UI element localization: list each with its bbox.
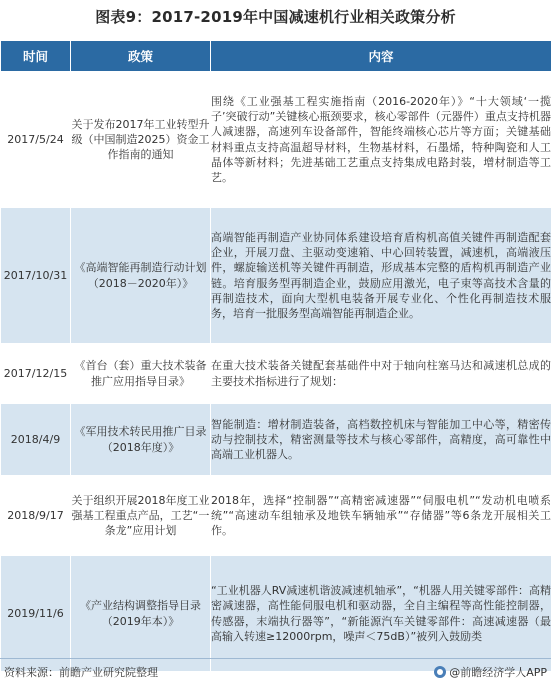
header-policy: 政策	[71, 41, 211, 72]
cell-content-text: 高端智能再制造产业协同体系建设培育盾构机高值关键件再制造配套企业，开展刀盘、主驱动变速箱、中心回转装置，减速机，高端液压件，螺旋输送机等关键件再制造，形成基本完整的盾构机再制造产业链。培育服务型再制造企业，鼓励应用激光，电子束等高技术含量的再制造技术，面向大型机电装备开展专业化、个性化再制造技术服务，培育一批服务型高端智能再制造企业。	[211, 230, 551, 321]
brand-logo-icon	[434, 666, 446, 678]
table-row	[1, 404, 551, 476]
brand-mark	[434, 664, 547, 680]
footer-divider	[0, 658, 551, 659]
cell-content-text: 2018年，选择“控制器”“高精密减速器”“伺服电机”“发动机电喷系统”“高速动车组轴承及地铁车辆轴承”“存储器”等6条龙开展相关工作。	[211, 493, 551, 538]
cell-content	[211, 72, 551, 208]
table-row	[1, 556, 551, 672]
cell-policy: 《产业结构调整指导目录（2019年本）》	[71, 556, 211, 672]
header-time: 时间	[1, 41, 71, 72]
cell-time: 2019/11/6	[1, 556, 71, 672]
cell-content	[211, 476, 551, 556]
cell-content	[211, 556, 551, 672]
table-header-row	[1, 41, 551, 72]
brand-text: @前瞻经济学人APP	[449, 666, 547, 679]
cell-policy: 《高端智能再制造行动计划（2018－2020年）》	[71, 208, 211, 344]
table-row	[1, 208, 551, 344]
cell-policy: 《军用技术转民用推广目录（2018年度）》	[71, 404, 211, 476]
cell-content	[211, 404, 551, 476]
cell-content-text: 围绕《工业强基工程实施指南（2016-2020年）》“十大领域‘一揽子’突破行动”关键核心瓶颈要求，核心零部件（元器件）重点支持机器人减速器，高速列车设备部件，智能终端核心芯片等方面；关键基础材料重点支持高温超导材料，生物基材料，石墨烯，特种陶瓷和人工晶体等新材料；先进基础工艺重点支持集成电路封装，增材制造等工艺。	[211, 94, 551, 185]
cell-time: 2017/12/15	[1, 344, 71, 404]
source-note: 资料来源：前瞻产业研究院整理	[4, 666, 158, 679]
table-row	[1, 476, 551, 556]
cell-content	[211, 208, 551, 344]
table-row	[1, 72, 551, 208]
cell-time: 2017/10/31	[1, 208, 71, 344]
cell-content	[211, 344, 551, 404]
policy-table	[0, 40, 551, 672]
cell-content-text: 在重大技术装备关键配套基础件中对于轴向柱塞马达和减速机总成的主要技术指标进行了规划：	[211, 359, 551, 388]
header-content: 内容	[211, 41, 551, 72]
cell-time: 2018/4/9	[1, 404, 71, 476]
cell-policy: 关于发布2017年工业转型升级（中国制造2025）资金工作指南的通知	[71, 72, 211, 208]
table-row	[1, 344, 551, 404]
page-title: 图表9：2017-2019年中国减速机行业相关政策分析	[95, 8, 456, 26]
cell-content-text: “工业机器人RV减速机谐波减速机轴承”，“机器人用关键零部件：高精密减速器，高性能伺服电机和驱动器，全自主编程等高性能控制器，传感器，末端执行器等”，“新能源汽车关键零部件：高速减速器（最高输入转速≥12000rpm，噪声＜75dB）”被列入鼓励类	[211, 583, 551, 643]
cell-content-text: 智能制造：增材制造装备，高档数控机床与智能加工中心等，精密传动与控制技术，精密测量等技术与核心零部件，高精度，高可靠性中高端工业机器人。	[211, 417, 551, 462]
cell-policy: 关于组织开展2018年度工业强基工程重点产品，工艺“一条龙”应用计划	[71, 476, 211, 556]
cell-time: 2017/5/24	[1, 72, 71, 208]
cell-time: 2018/9/17	[1, 476, 71, 556]
cell-policy: 《首台（套）重大技术装备推广应用指导目录》	[71, 344, 211, 404]
